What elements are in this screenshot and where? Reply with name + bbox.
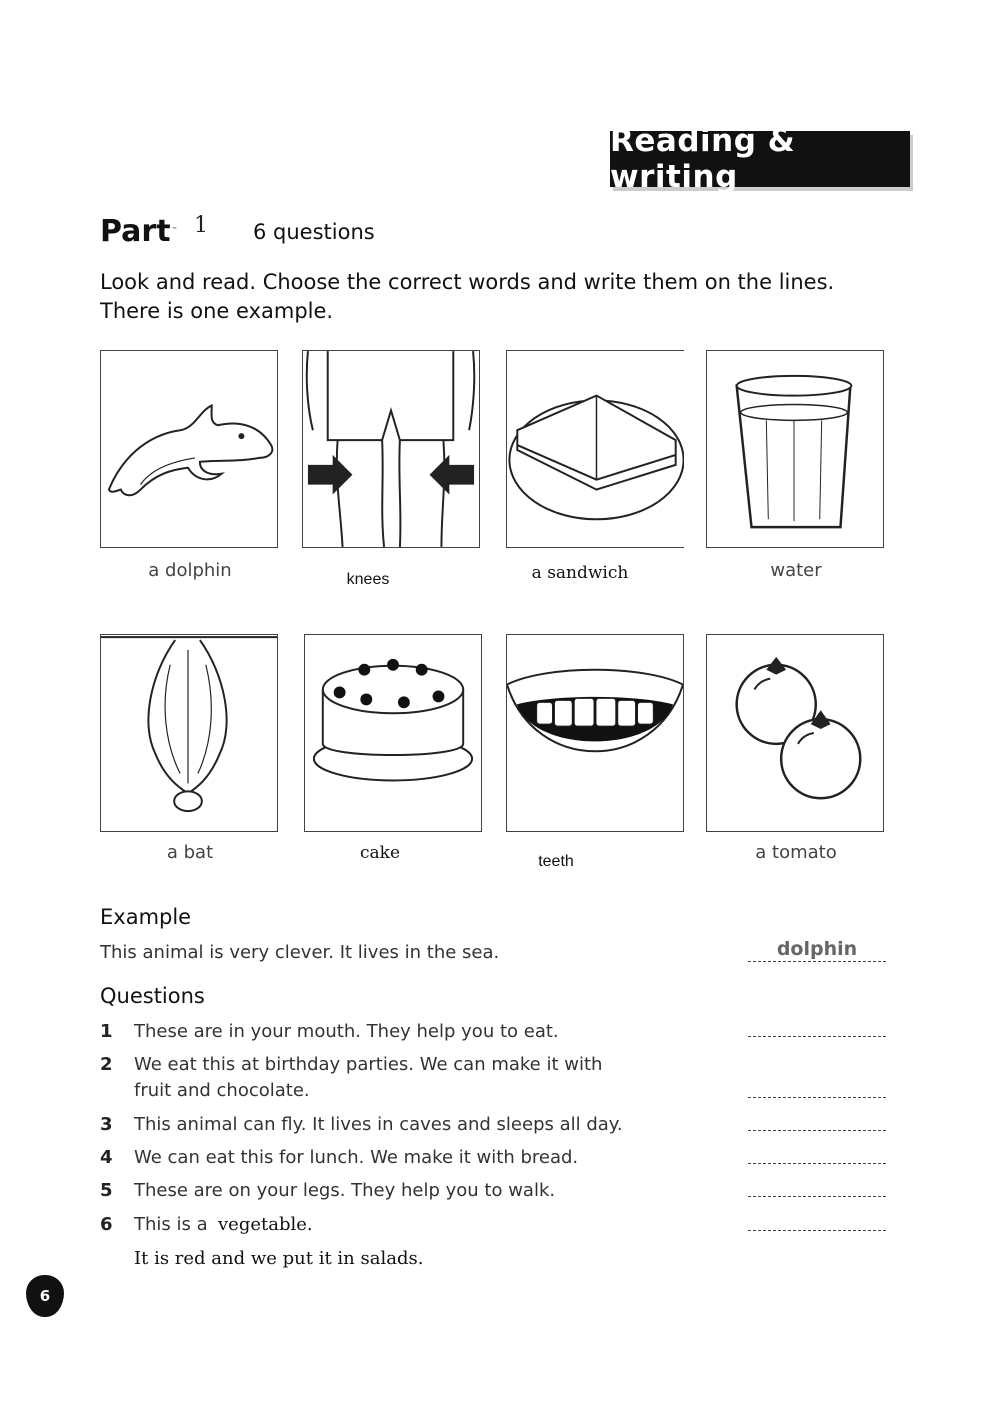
picture-caption: a dolphin: [148, 560, 232, 581]
answer-line-2[interactable]: [748, 1097, 886, 1098]
question-number: 2: [100, 1054, 113, 1075]
bat-icon: [100, 634, 278, 832]
example-answer-line: [748, 961, 886, 962]
section-banner: Reading & writing: [610, 131, 910, 187]
part-label: Part: [100, 214, 171, 249]
picture-caption: knees: [346, 571, 390, 588]
example-text: This animal is very clever. It lives in the sea.: [100, 942, 500, 963]
answer-line-1[interactable]: [748, 1036, 886, 1037]
question-text: This is a: [134, 1214, 208, 1235]
sandwich-icon: [506, 350, 684, 548]
question-text-insert: vegetable.: [218, 1214, 313, 1235]
dolphin-icon: [100, 350, 278, 548]
instructions-line-2: There is one example.: [100, 299, 334, 323]
question-text: These are on your legs. They help you to walk.: [134, 1180, 556, 1201]
question-text: We can eat this for lunch. We make it with bread.: [134, 1147, 579, 1168]
picture-caption: water: [770, 560, 822, 581]
cake-icon: [304, 634, 482, 832]
instructions-line-1: Look and read. Choose the correct words and write them on the lines.: [100, 270, 835, 294]
question-number: 5: [100, 1180, 113, 1201]
page-number: 6: [26, 1275, 64, 1317]
question-count: 6 questions: [253, 220, 375, 244]
question-text: This animal can fly. It lives in caves and sleeps all day.: [134, 1114, 623, 1135]
answer-line-3[interactable]: [748, 1130, 886, 1131]
teeth-icon: [506, 634, 684, 832]
water-glass-icon: [706, 350, 884, 548]
answer-line-5[interactable]: [748, 1196, 886, 1197]
knees-icon: [302, 350, 480, 548]
question-text: We eat this at birthday parties. We can make it with: [134, 1054, 603, 1075]
picture-caption: a tomato: [755, 842, 837, 863]
picture-caption: a sandwich: [531, 563, 629, 583]
tomato-icon: [706, 634, 884, 832]
instructions: [100, 268, 834, 326]
question-number: 6: [100, 1214, 113, 1235]
question-number: 1: [100, 1021, 113, 1042]
questions-heading: Questions: [100, 984, 205, 1008]
part-number: 1: [194, 213, 208, 238]
example-heading: Example: [100, 905, 192, 929]
question-text: These are in your mouth. They help you to eat.: [134, 1021, 559, 1042]
picture-caption: a bat: [166, 842, 214, 863]
answer-line-6[interactable]: [748, 1230, 886, 1231]
picture-caption: cake: [359, 843, 401, 863]
question-text-line-2: fruit and chocolate.: [134, 1080, 310, 1101]
question-text-line-2: It is red and we put it in salads.: [134, 1248, 424, 1269]
question-number: 4: [100, 1147, 113, 1168]
question-number: 3: [100, 1114, 113, 1135]
answer-line-4[interactable]: [748, 1163, 886, 1164]
picture-caption: teeth: [538, 853, 574, 870]
part-dot: -: [172, 220, 178, 236]
example-answer: dolphin: [776, 938, 858, 960]
